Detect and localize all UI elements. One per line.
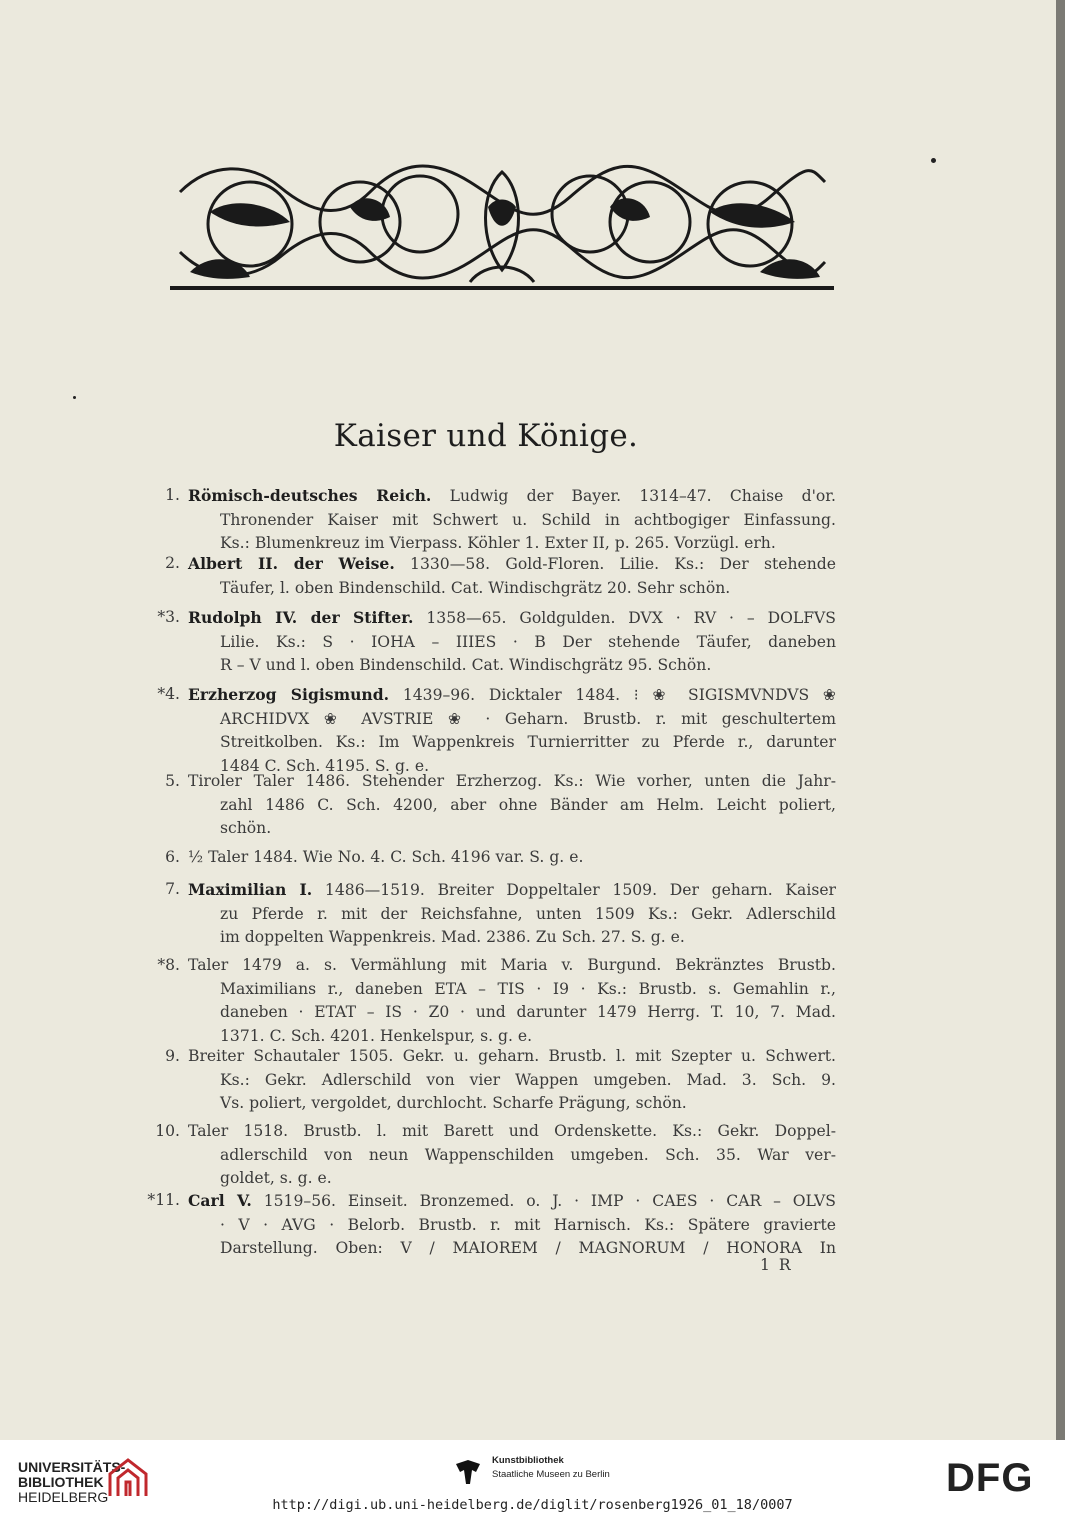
entry-line (188, 1189, 836, 1214)
catalog-entry (146, 552, 836, 600)
page-edge (1056, 0, 1065, 1440)
catalog-entry (146, 683, 836, 778)
entry-text: 1330—58. Gold-Floren. Lilie. Ks.: Der stehende (394, 555, 836, 573)
entry-line: im doppelten Wappenkreis. Mad. 2386. Zu Sch. 27. S. g. e. (220, 928, 685, 946)
entry-line: ARCHIDVX ❀ AVSTRIE ❀ · Geharn. Brustb. r. mit geschultertem (220, 709, 836, 728)
catalog-entry (146, 770, 836, 841)
entry-title: Erzherzog Sigismund. (188, 685, 390, 704)
entry-text: 1439–96. Dicktaler 1484. ⁝ ❀ SIGISMVNDVS ❀ (389, 686, 836, 704)
entry-text: 1314–47. Chaise d'or. (621, 487, 836, 505)
entry-line: Breiter Schautaler 1505. Gekr. u. geharn. Brustb. l. mit Szepter u. Schwert. (188, 1047, 836, 1065)
entry-number: 1. (165, 486, 180, 504)
speck-dot (931, 158, 936, 163)
entry-text: Ludwig der Bayer. (431, 487, 622, 505)
speck-dot (73, 396, 76, 399)
decorative-headpiece-ornament (170, 152, 834, 294)
entry-line: goldet, s. g. e. (220, 1169, 332, 1187)
entry-number: 2. (165, 554, 180, 572)
university-line: HEIDELBERG (18, 1489, 109, 1505)
entry-line: Thronender Kaiser mit Schwert u. Schild in achtbogiger Einfassung. (220, 510, 836, 529)
entry-line: Täufer, l. oben Bindenschild. Cat. Windischgrätz 20. Sehr schön. (220, 578, 731, 597)
entry-number: *3. (157, 608, 180, 626)
entry-line (188, 683, 836, 708)
university-library-logo-icon (106, 1456, 150, 1500)
entry-line: zahl 1486 C. Sch. 4200, aber ohne Bänder am Helm. Leicht poliert, (220, 795, 836, 814)
page-heading: Kaiser und Könige. (333, 418, 639, 454)
catalog-entry (146, 846, 836, 870)
entry-title: Albert II. der Weise. (188, 554, 395, 573)
entry-line: Ks.: Blumenkreuz im Vierpass. Köhler 1. Exter II, p. 265. Vorzügl. erh. (220, 534, 776, 552)
entry-text: 1519–56. Einseit. Bronzemed. o. J. · IMP · CAES · CAR – OLVS (251, 1192, 836, 1210)
entry-line: Vs. poliert, vergoldet, durchlocht. Scharfe Prägung, schön. (220, 1094, 687, 1112)
entry-number: 6. (165, 848, 180, 866)
entry-line (188, 878, 836, 903)
catalog-entry (146, 1045, 836, 1116)
entry-line: Darstellung. Oben: V / MAIOREM / MAGNORUM / HONORA In (220, 1239, 836, 1257)
entry-line (188, 484, 836, 509)
entry-title: Römisch-deutsches Reich. (188, 486, 432, 505)
entry-number: 7. (165, 880, 180, 898)
entry-number: 10. (155, 1122, 180, 1140)
entry-line: Tiroler Taler 1486. Stehender Erzherzog. Ks.: Wie vorher, unten die Jahr- (188, 772, 836, 790)
entry-line: 1484 C. Sch. 4195. S. g. e. (220, 756, 430, 775)
entry-line: · V · AVG · Belorb. Brustb. r. mit Harnisch. Ks.: Spätere gravierte (220, 1215, 836, 1234)
entry-number: *4. (157, 685, 180, 703)
entry-number: *11. (147, 1191, 180, 1209)
entry-line (188, 552, 836, 577)
university-line: UNIVERSITÄTS- (18, 1459, 126, 1475)
entry-text: 1486—1519. Breiter Doppeltaler 1509. Der geharn. Kaiser (312, 881, 837, 899)
entry-line (188, 606, 836, 631)
entry-line: schön. (220, 819, 272, 837)
entry-title: Carl V. (188, 1191, 252, 1210)
eagle-icon (452, 1458, 484, 1488)
source-url[interactable]: http://digi.ub.uni-heidelberg.de/diglit/rosenberg1926_01_18/0007 (272, 1497, 793, 1513)
entry-line: adlerschild von neun Wappenschilden umgeben. Sch. 35. War ver- (220, 1145, 836, 1164)
kunstbibliothek-logo-text (492, 1454, 610, 1482)
entry-number: *8. (157, 956, 180, 974)
entry-line: R – V und l. oben Bindenschild. Cat. Windischgrätz 95. Schön. (220, 656, 712, 674)
signature-mark: 1 R (760, 1256, 793, 1274)
entry-line: 1371. C. Sch. 4201. Henkelspur, s. g. e. (220, 1026, 533, 1045)
kunstbibliothek-line: Kunstbibliothek (492, 1455, 564, 1466)
entry-title: Maximilian I. (188, 880, 313, 899)
catalog-entry (146, 878, 836, 950)
entry-line: Lilie. Ks.: S · IOHA – IIIES · B Der stehende Täufer, daneben (220, 632, 836, 651)
university-line: BIBLIOTHEK (18, 1474, 104, 1490)
catalog-entry (146, 606, 836, 678)
entry-line: Taler 1518. Brustb. l. mit Barett und Ordenskette. Ks.: Gekr. Doppel- (188, 1122, 836, 1140)
catalog-entry (146, 954, 836, 1048)
entry-line: Streitkolben. Ks.: Im Wappenkreis Turnierritter zu Pferde r., darunter (220, 733, 836, 751)
catalog-entry (146, 484, 836, 556)
entry-line: Maximilians r., daneben ETA – TIS · I9 · Ks.: Brustb. s. Gemahlin r., (220, 979, 836, 998)
catalog-entry (146, 1120, 836, 1191)
entry-line: ½ Taler 1484. Wie No. 4. C. Sch. 4196 var. S. g. e. (188, 848, 584, 866)
catalog-entry (146, 1189, 836, 1261)
kunstbibliothek-line: Staatliche Museen zu Berlin (492, 1469, 610, 1480)
entry-line: daneben · ETAT – IS · Z0 · und darunter 1479 Herrg. T. 10, 7. Mad. (220, 1003, 836, 1021)
entry-line: Ks.: Gekr. Adlerschild von vier Wappen umgeben. Mad. 3. Sch. 9. (220, 1070, 836, 1089)
entry-number: 9. (165, 1047, 180, 1065)
entry-line: zu Pferde r. mit der Reichsfahne, unten 1509 Ks.: Gekr. Adlerschild (220, 904, 836, 923)
entry-line: Taler 1479 a. s. Vermählung mit Maria v. Burgund. Bekränztes Brustb. (188, 956, 836, 974)
dfg-logo: DFG (946, 1456, 1034, 1500)
entry-title: Rudolph IV. der Stifter. (188, 608, 414, 627)
entry-text: 1358—65. Goldgulden. DVX · RV · – DOLFVS (413, 609, 836, 627)
entry-number: 5. (165, 772, 180, 790)
